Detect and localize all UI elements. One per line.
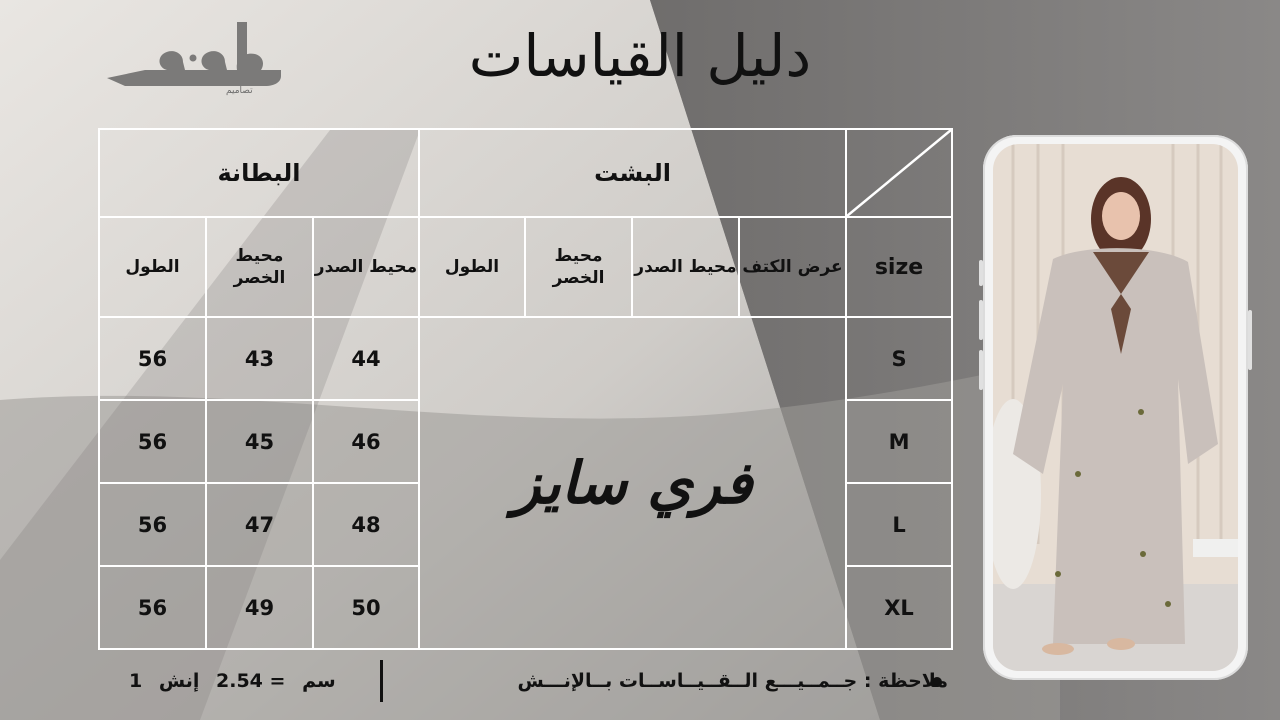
bisht-chest-header: محيط الصدر: [632, 217, 739, 317]
size-cell: S: [846, 317, 952, 400]
footer-divider: [380, 660, 383, 702]
lining-length-header: الطول: [99, 217, 206, 317]
lining-length-cell: 56: [99, 400, 206, 483]
size-header: size: [846, 217, 952, 317]
lining-chest-header: محيط الصدر: [313, 217, 419, 317]
brand-subtitle: تصاميم: [226, 86, 253, 96]
conv-value: 1: [129, 670, 143, 692]
footer-note: ملاحظة : جــمــيـــع الــقــيــاســات بــالإنـــش: [517, 670, 948, 692]
lining-length-cell: 56: [99, 317, 206, 400]
lining-waist-cell: 49: [206, 566, 313, 649]
size-cell: M: [846, 400, 952, 483]
lining-group-header: البطانة: [99, 129, 419, 217]
size-cell: XL: [846, 566, 952, 649]
bisht-length-header: الطول: [419, 217, 525, 317]
corner-cell: [846, 129, 952, 217]
bisht-shoulder-header: عرض الكتف: [739, 217, 846, 317]
lining-chest-cell: 48: [313, 483, 419, 566]
bisht-waist-header: محيط الخصر: [525, 217, 632, 317]
size-cell: L: [846, 483, 952, 566]
model-illustration: [993, 144, 1238, 671]
table-row: [99, 317, 952, 400]
bisht-group-header: البشت: [419, 129, 846, 217]
lining-waist-cell: 43: [206, 317, 313, 400]
lining-waist-cell: 47: [206, 483, 313, 566]
brand-logo: [105, 18, 285, 100]
lining-length-cell: 56: [99, 566, 206, 649]
product-photo: [993, 144, 1238, 671]
conv-unit: إنش: [158, 670, 200, 692]
lining-chest-cell: 50: [313, 566, 419, 649]
conv-equals: = 2.54: [216, 670, 286, 692]
page-title: دليل القياسات: [468, 22, 812, 90]
phone-mockup: [983, 135, 1248, 680]
lining-length-cell: 56: [99, 483, 206, 566]
conv-cm: سم: [302, 670, 336, 692]
free-size-label: فري سايز: [419, 317, 846, 649]
lining-waist-header: محيط الخصر: [206, 217, 313, 317]
lining-chest-cell: 44: [313, 317, 419, 400]
lining-chest-cell: 46: [313, 400, 419, 483]
unit-conversion: [124, 670, 341, 692]
size-chart-table: [98, 128, 953, 650]
lining-waist-cell: 45: [206, 400, 313, 483]
